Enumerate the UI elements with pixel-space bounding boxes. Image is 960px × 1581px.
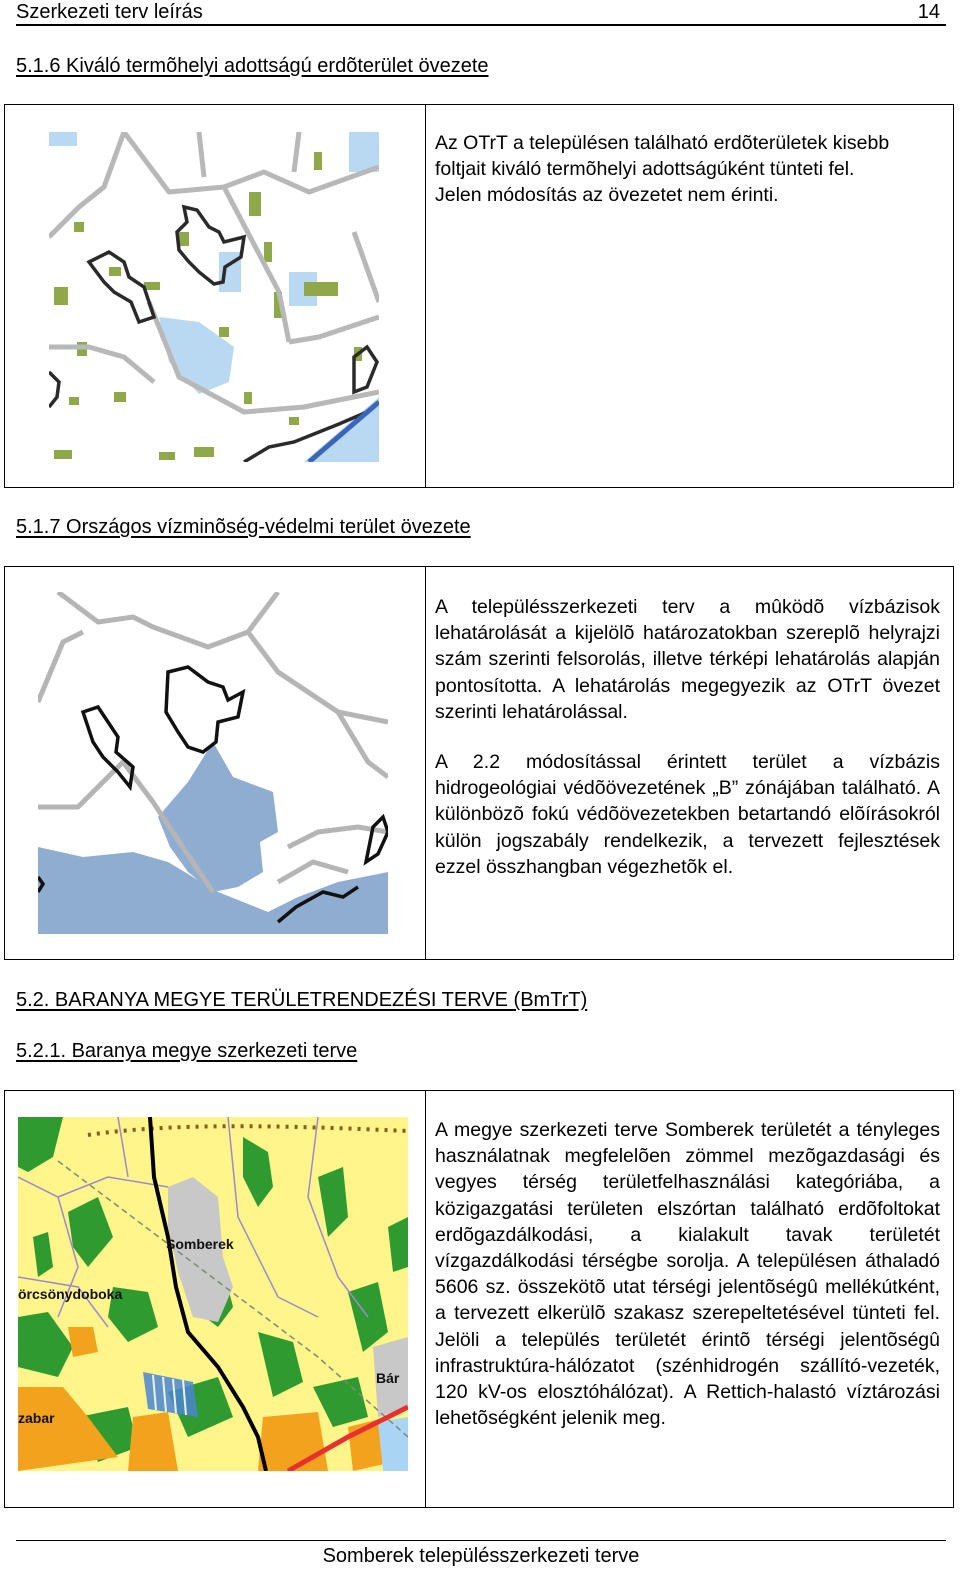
map-label-szabar: zabar (18, 1410, 55, 1426)
document-title: Szerkezeti terv leírás (16, 1, 203, 23)
section-heading-521: 5.2.1. Baranya megye szerkezeti terve (16, 1040, 358, 1062)
section-517-text (435, 594, 940, 880)
section-heading-517: 5.1.7 Országos vízminõség-védelmi terület övezete (16, 516, 471, 538)
map-label-somberek: Somberek (166, 1236, 234, 1252)
section-516-text (435, 130, 940, 209)
page-footer (16, 1540, 946, 1567)
paragraph: A 2.2 módosítással érintett terület a vízbázis hidrogeológiai védõövezetének „B” zónájában található. A különbözõ fokú védõövezetekben betartandó elõírásokról külön jogszabály rendelkezik, a tervezett fejlesztések ezzel összhangban végezhetõk el. (435, 751, 940, 878)
column-divider (425, 567, 426, 959)
column-divider (425, 1091, 426, 1507)
page-header (16, 0, 946, 26)
county-structure-map (18, 1117, 408, 1471)
section-heading-52: 5.2. BARANYA MEGYE TERÜLETRENDEZÉSI TERVE (BmTrT) (16, 989, 588, 1011)
paragraph: Az OTrT a településen található erdõterületek kisebb foltjait kiváló termõhelyi adottságúként tünteti fel. (435, 132, 890, 181)
page-number: 14 (917, 1, 940, 23)
map-label-gorcsonydoboka: örcsönydoboka (18, 1286, 123, 1302)
paragraph: Jelen módosítás az övezetet nem érinti. (435, 184, 779, 207)
section-heading-516: 5.1.6 Kiváló termõhelyi adottságú erdõterület övezete (16, 55, 489, 77)
paragraph: A településszerkezeti terv a mûködõ vízbázisok lehatárolását a kijelölõ határozatokban szereplõ helyrajzi szám szerinti felsorolás, illetve térképi lehatárolás alapján pontosította. A lehatárolás megegyezik az OTrT övezet szerinti lehatárolással. (435, 596, 940, 723)
map-label-bar: Bár (376, 1370, 400, 1386)
section-521-text (435, 1117, 940, 1431)
forest-zone-map (49, 132, 379, 462)
water-protection-map (38, 592, 388, 934)
footer-text: Somberek településszerkezeti terve (322, 1545, 640, 1567)
column-divider (425, 105, 426, 487)
paragraph: A megye szerkezeti terve Somberek területét a tényleges használatnak megfelelõen zömmel mezõgazdasági és vegyes térség területfelhasználási kategóriába, a közigazgatási területen elszórtan található erdõfoltokat erdõgazdálkodási, a kialakult tavak területét vízgazdálkodási térségbe sorolja. A településen áthaladó 5606 sz. összekötõ utat térségi jelentõségû mellékútként, a tervezett elkerülõ szakasz szerepeltetésével tünteti fel. Jelöli a település területét érintõ térségi jelentõségû infrastruktúra-hálózatot (szénhidrogén szállító-vezeték, 120 kV-os elosztóhálózat). A Rettich-halastó víztározási lehetõségként jelenik meg. (435, 1119, 940, 1430)
